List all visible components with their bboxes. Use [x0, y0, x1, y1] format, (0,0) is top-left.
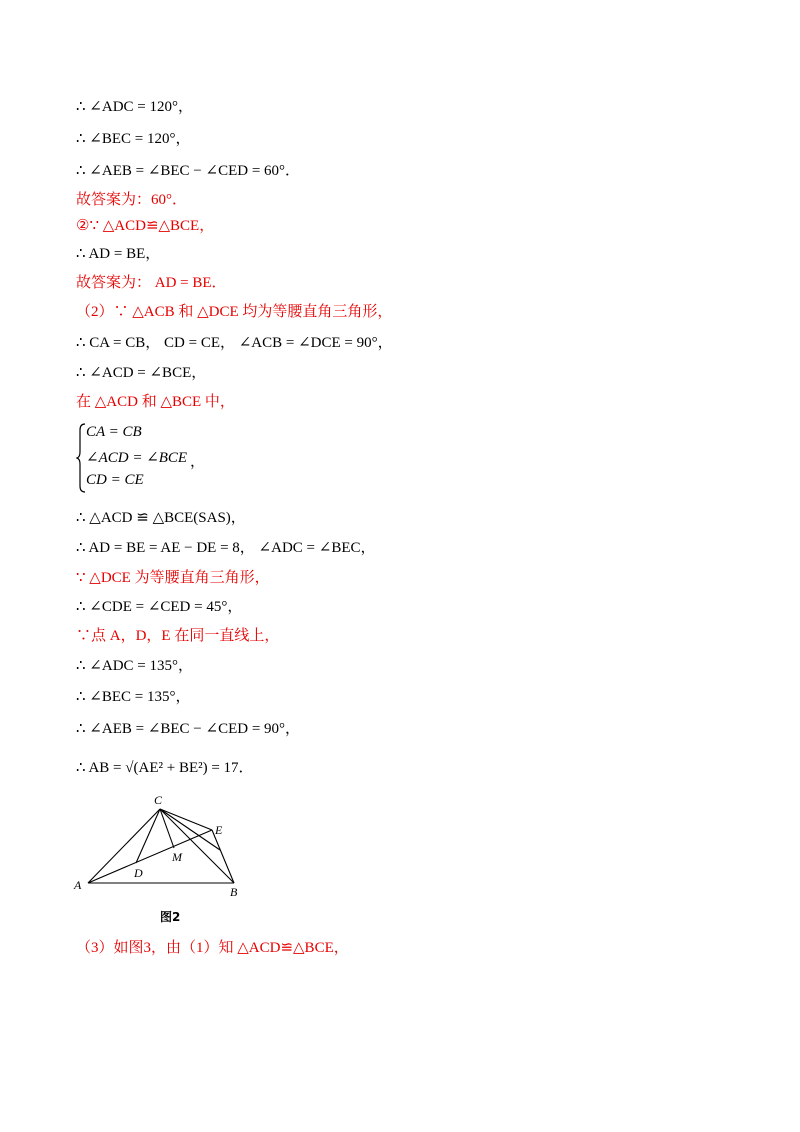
solution-line: ∴ ∠ADC = 120°， — [76, 99, 193, 115]
solution-line: ∴ ∠AEB = ∠BEC − ∠CED = 60°． — [76, 163, 301, 179]
system-row: CA = CB — [86, 424, 142, 440]
solution-line: ∴ AD = BE = AE − DE = 8， ∠ADC = ∠BEC， — [76, 540, 376, 556]
segment-CM — [160, 809, 174, 848]
solution-line: ∴ ∠ACD = ∠BCE， — [76, 365, 207, 381]
solution-line: 在 △ACD 和 △BCE 中， — [76, 394, 235, 410]
solution-line: ∴ CA = CB， CD = CE， ∠ACB = ∠DCE = 90°， — [76, 335, 393, 351]
solution-line: ∴ ∠AEB = ∠BEC − ∠CED = 90°， — [76, 721, 301, 737]
solution-line: ∵点 A，D，E 在同一直线上， — [76, 628, 280, 644]
solution-line: ②∵ △ACD≌△BCE， — [76, 218, 215, 234]
solution-line: ∴ ∠BEC = 135°， — [76, 689, 191, 705]
system-row: CD = CE — [86, 472, 144, 488]
answer-line: 故答案为：60°． — [76, 192, 187, 208]
figure-caption: 图2 — [160, 910, 181, 924]
label-C: C — [154, 793, 163, 807]
label-A: A — [74, 878, 82, 892]
segment-AE — [88, 830, 212, 883]
solution-line: ∴ AD = BE， — [76, 246, 161, 262]
answer-line: 故答案为： AD = BE． — [76, 275, 227, 291]
solution-line: ∵ △DCE 为等腰直角三角形， — [76, 570, 270, 586]
label-M: M — [172, 850, 182, 864]
part-3-heading: （3）如图3，由（1）知 △ACD≌△BCE， — [76, 940, 349, 956]
solution-line: ∴ AB = √(AE² + BE²) = 17． — [76, 760, 254, 776]
segment-AC — [88, 809, 160, 883]
system-row: ∠ACD = ∠BCE — [86, 450, 188, 466]
segment-EB — [212, 830, 234, 883]
system-suffix: ， — [190, 454, 206, 470]
solution-line: ∴ ∠CDE = ∠CED = 45°， — [76, 599, 243, 615]
segment-CD — [136, 809, 160, 863]
solution-line: ∴ ∠BEC = 120°， — [76, 131, 191, 147]
geometry-figure — [68, 792, 268, 904]
solution-line: ∴ ∠ADC = 135°， — [76, 658, 193, 674]
label-B: B — [230, 885, 238, 899]
segment-CB — [160, 809, 234, 883]
label-E: E — [215, 823, 223, 837]
solution-line: ∴ △ACD ≌ △BCE(SAS)， — [76, 510, 246, 526]
label-D: D — [134, 866, 143, 880]
part-2-heading: （2）∵ △ACB 和 △DCE 均为等腰直角三角形， — [76, 304, 393, 320]
